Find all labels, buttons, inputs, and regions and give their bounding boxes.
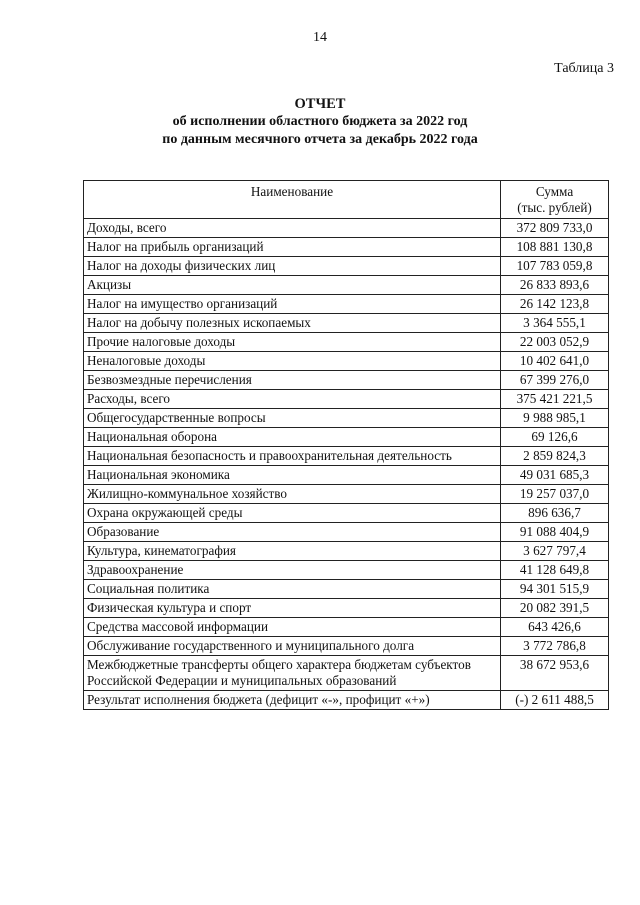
row-sum: 91 088 404,9 <box>501 523 609 542</box>
table-row <box>84 485 609 504</box>
row-name: Расходы, всего <box>84 390 501 409</box>
row-name: Налог на доходы физических лиц <box>84 257 501 276</box>
row-sum: 10 402 641,0 <box>501 352 609 371</box>
row-name: Неналоговые доходы <box>84 352 501 371</box>
table-row <box>84 257 609 276</box>
table-row <box>84 352 609 371</box>
row-sum: 107 783 059,8 <box>501 257 609 276</box>
table-row <box>84 390 609 409</box>
row-sum: 26 833 893,6 <box>501 276 609 295</box>
header-name: Наименование <box>84 181 501 219</box>
row-name: Социальная политика <box>84 580 501 599</box>
row-name: Результат исполнения бюджета (дефицит «-», профицит «+») <box>84 691 501 710</box>
row-name: Охрана окружающей среды <box>84 504 501 523</box>
row-name: Национальная оборона <box>84 428 501 447</box>
row-name: Национальная безопасность и правоохранительная деятельность <box>84 447 501 466</box>
table-row <box>84 656 609 691</box>
row-name: Средства массовой информации <box>84 618 501 637</box>
row-name: Образование <box>84 523 501 542</box>
row-name: Акцизы <box>84 276 501 295</box>
table-row <box>84 333 609 352</box>
header-sum-line-1: Сумма <box>535 184 574 199</box>
row-sum: 9 988 985,1 <box>501 409 609 428</box>
row-sum: 643 426,6 <box>501 618 609 637</box>
row-sum: 22 003 052,9 <box>501 333 609 352</box>
table-body <box>84 219 609 710</box>
table-row <box>84 295 609 314</box>
row-name: Доходы, всего <box>84 219 501 238</box>
row-sum: 372 809 733,0 <box>501 219 609 238</box>
row-sum: 41 128 649,8 <box>501 561 609 580</box>
budget-table <box>83 180 609 710</box>
table-row <box>84 618 609 637</box>
table-row <box>84 466 609 485</box>
row-name: Безвозмездные перечисления <box>84 371 501 390</box>
row-sum: 94 301 515,9 <box>501 580 609 599</box>
header-sum <box>501 181 609 219</box>
row-sum: 19 257 037,0 <box>501 485 609 504</box>
row-name: Национальная экономика <box>84 466 501 485</box>
row-name: Налог на прибыль организаций <box>84 238 501 257</box>
table-row <box>84 219 609 238</box>
table-row <box>84 447 609 466</box>
title-line-3: по данным месячного отчета за декабрь 2022 года <box>162 132 478 147</box>
table-row <box>84 523 609 542</box>
row-sum: 26 142 123,8 <box>501 295 609 314</box>
title-line-1: ОТЧЕТ <box>294 96 346 112</box>
table-row <box>84 409 609 428</box>
table-row <box>84 371 609 390</box>
row-sum: 3 772 786,8 <box>501 637 609 656</box>
table-row <box>84 276 609 295</box>
row-sum: 20 082 391,5 <box>501 599 609 618</box>
table-row <box>84 428 609 447</box>
row-sum: 69 126,6 <box>501 428 609 447</box>
page-number: 14 <box>313 30 327 45</box>
table-row <box>84 580 609 599</box>
row-name: Налог на имущество организаций <box>84 295 501 314</box>
row-name: Обслуживание государственного и муниципального долга <box>84 637 501 656</box>
row-name: Общегосударственные вопросы <box>84 409 501 428</box>
row-name: Межбюджетные трансферты общего характера бюджетам субъектов Российской Федерации и муниципальных образований <box>84 656 501 691</box>
row-sum: (-) 2 611 488,5 <box>501 691 609 710</box>
row-sum: 49 031 685,3 <box>501 466 609 485</box>
row-sum: 3 627 797,4 <box>501 542 609 561</box>
row-sum: 67 399 276,0 <box>501 371 609 390</box>
row-sum: 108 881 130,8 <box>501 238 609 257</box>
row-name: Физическая культура и спорт <box>84 599 501 618</box>
title-line-2: об исполнении областного бюджета за 2022 год <box>172 114 468 129</box>
row-sum: 38 672 953,6 <box>501 656 609 691</box>
row-name: Прочие налоговые доходы <box>84 333 501 352</box>
row-sum: 896 636,7 <box>501 504 609 523</box>
header-sum-line-2: (тыс. рублей) <box>517 200 592 215</box>
table-row <box>84 637 609 656</box>
report-title <box>0 95 640 149</box>
table-row <box>84 561 609 580</box>
table-label: Таблица 3 <box>554 61 614 76</box>
row-name: Культура, кинематография <box>84 542 501 561</box>
row-sum: 2 859 824,3 <box>501 447 609 466</box>
table-row <box>84 691 609 710</box>
row-name: Жилищно-коммунальное хозяйство <box>84 485 501 504</box>
table-row <box>84 599 609 618</box>
table-header-row <box>84 181 609 219</box>
table-row <box>84 504 609 523</box>
row-sum: 375 421 221,5 <box>501 390 609 409</box>
table-row <box>84 542 609 561</box>
row-name: Здравоохранение <box>84 561 501 580</box>
row-sum: 3 364 555,1 <box>501 314 609 333</box>
table-row <box>84 314 609 333</box>
row-name: Налог на добычу полезных ископаемых <box>84 314 501 333</box>
table-row <box>84 238 609 257</box>
